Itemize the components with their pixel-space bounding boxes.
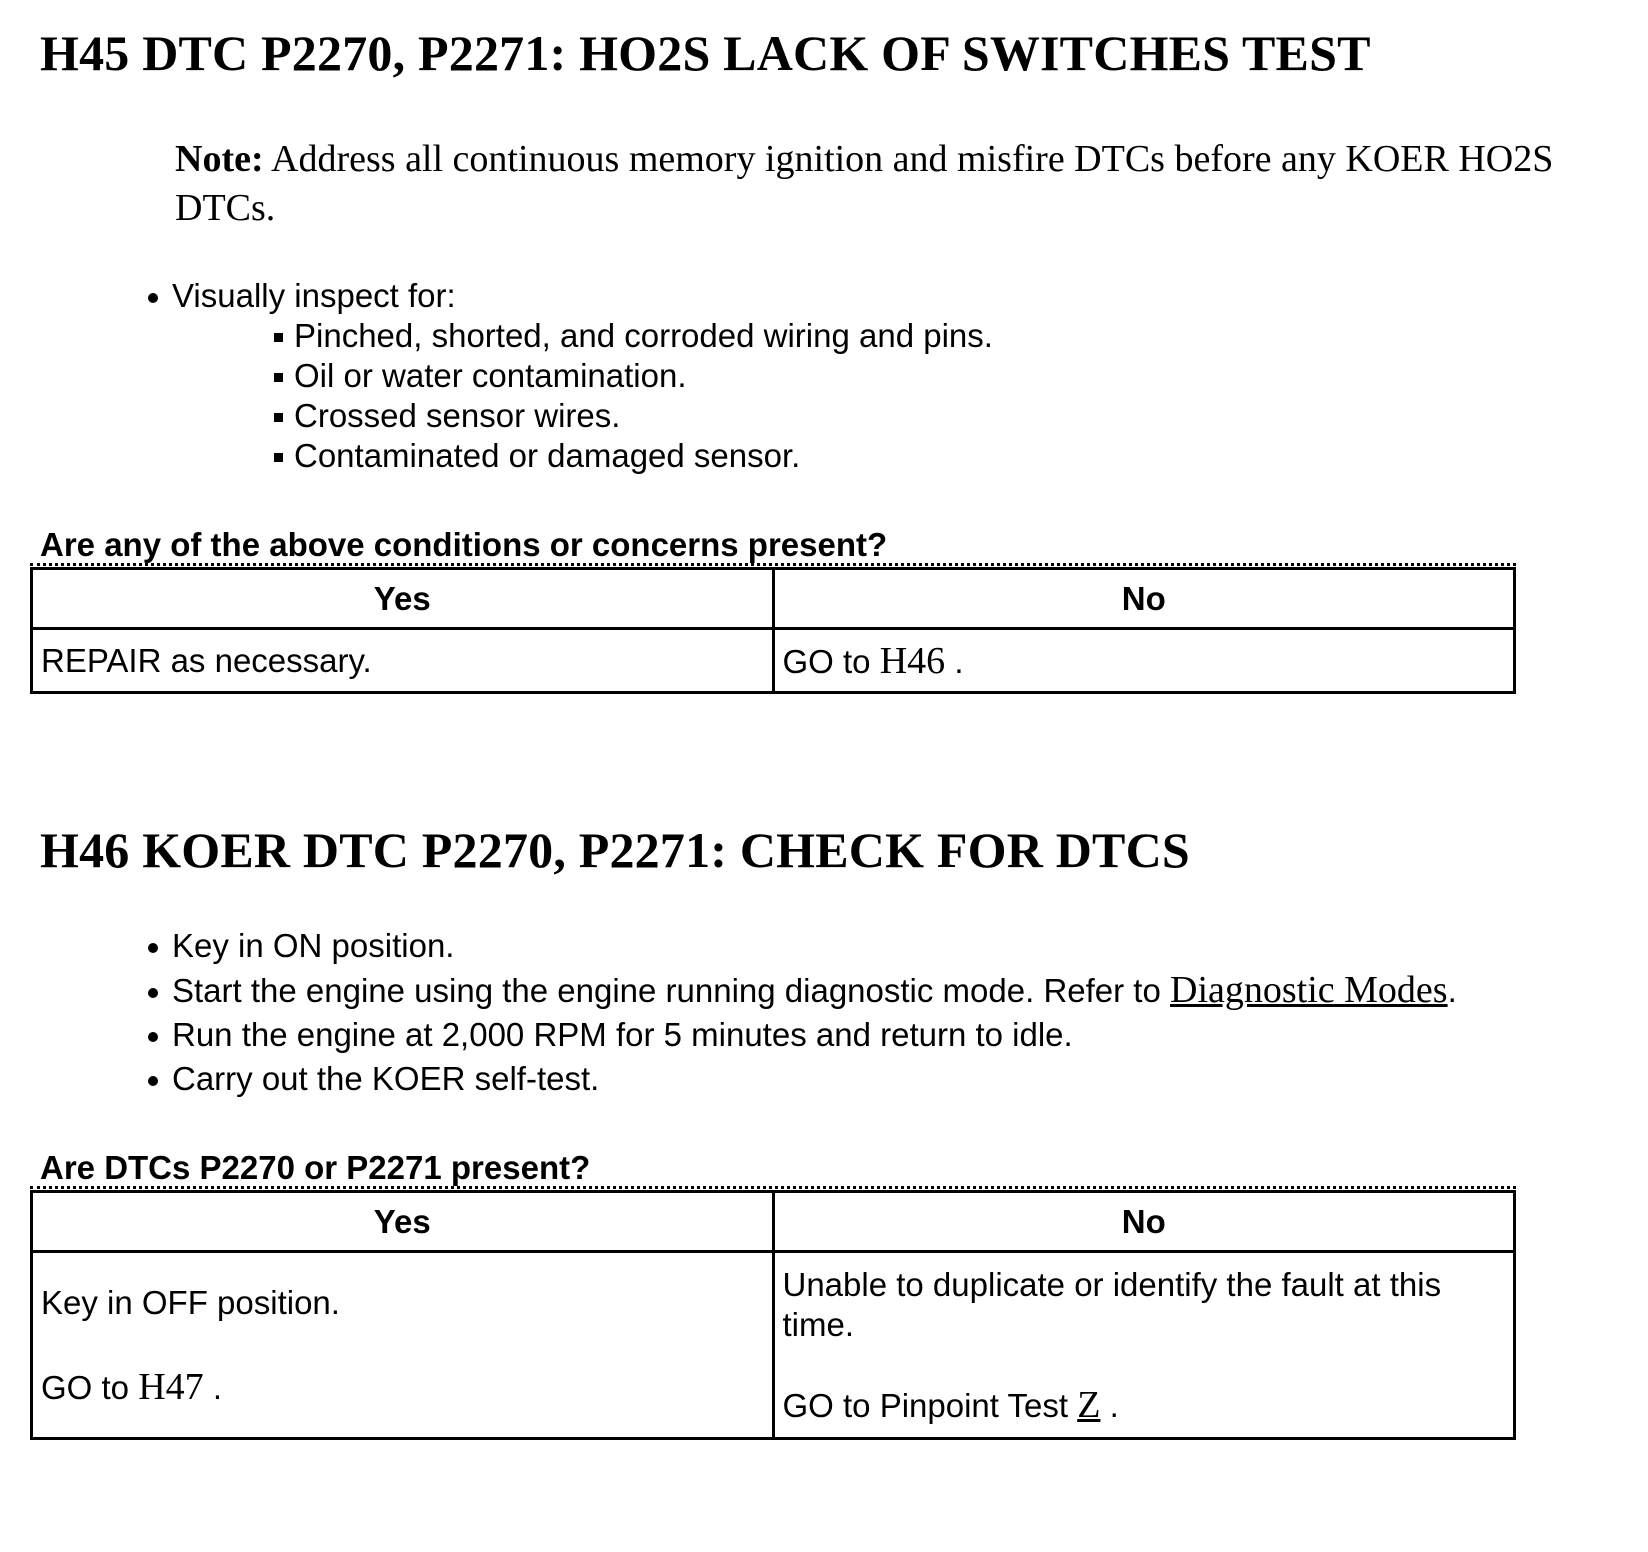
no-header: No	[773, 569, 1515, 629]
h46-table-row	[32, 1252, 1515, 1439]
h46-table-header-row	[32, 1192, 1515, 1252]
note-paragraph	[175, 135, 1595, 233]
sub-bullet-item: Crossed sensor wires.	[274, 396, 993, 436]
spacer	[41, 1324, 764, 1366]
bullet-text: Start the engine using the engine running diagnostic mode. Refer to	[172, 972, 1170, 1009]
yes-cell-line	[41, 1366, 764, 1409]
yes-cell-suffix: .	[203, 1368, 222, 1406]
h46-question: Are DTCs P2270 or P2271 present?	[40, 1149, 591, 1186]
no-cell-suffix: .	[945, 642, 964, 680]
spacer	[783, 1345, 1506, 1385]
h45-table-row	[32, 629, 1515, 693]
no-cell-prefix: GO to	[782, 642, 880, 680]
note-label: Note:	[175, 138, 264, 180]
no-cell-suffix: .	[1100, 1386, 1119, 1424]
no-cell-line: Unable to duplicate or identify the fault at this time.	[782, 1265, 1442, 1343]
sub-bullet-item: Oil or water contamination.	[274, 356, 993, 396]
sub-bullet-item: Pinched, shorted, and corroded wiring and pins.	[274, 316, 993, 356]
h45-question-rule	[30, 563, 1516, 566]
sub-bullet-item: Contaminated or damaged sensor.	[274, 436, 993, 476]
bullet-item: Run the engine at 2,000 RPM for 5 minutes and return to idle.	[148, 1013, 1457, 1057]
bullet-item: Carry out the KOER self-test.	[148, 1057, 1457, 1101]
pinpoint-test-z-link[interactable]: Z	[1077, 1383, 1101, 1426]
link-suffix: .	[1447, 972, 1457, 1009]
bullet-item: Key in ON position.	[148, 924, 1457, 968]
yes-header: Yes	[32, 569, 774, 629]
no-header: No	[773, 1192, 1515, 1252]
no-cell	[773, 1252, 1515, 1439]
diagnostic-modes-link[interactable]: Diagnostic Modes	[1170, 969, 1448, 1011]
note-text: Address all continuous memory ignition and misfire DTCs before any KOER HO2S DTCs.	[175, 138, 1554, 229]
yes-cell-line: Key in OFF position.	[41, 1283, 340, 1321]
no-cell-prefix: GO to Pinpoint Test	[782, 1386, 1078, 1424]
section-h46-title: H46 KOER DTC P2270, P2271: CHECK FOR DTCS	[40, 822, 1190, 878]
no-cell	[773, 629, 1515, 693]
yes-cell	[32, 1252, 774, 1439]
h45-sub-bullet-list	[274, 316, 993, 476]
bullet-item: Visually inspect for:	[148, 276, 456, 316]
h45-table-header-row	[32, 569, 1515, 629]
h46-answer-table	[30, 1190, 1516, 1440]
h45-bullet-list	[148, 276, 456, 316]
h45-answer-table	[30, 567, 1516, 694]
h46-reference: H46	[879, 639, 946, 682]
h45-question: Are any of the above conditions or concerns present?	[40, 526, 888, 563]
yes-cell: REPAIR as necessary.	[32, 629, 774, 693]
bullet-item	[148, 968, 1457, 1013]
yes-header: Yes	[32, 1192, 774, 1252]
h47-reference: H47	[138, 1365, 204, 1408]
section-h45-title: H45 DTC P2270, P2271: HO2S LACK OF SWITCHES TEST	[40, 25, 1371, 81]
no-cell-line	[783, 1385, 1506, 1426]
h46-question-rule	[30, 1186, 1516, 1189]
yes-cell-prefix: GO to	[41, 1368, 139, 1406]
h46-bullet-list	[148, 924, 1457, 1101]
